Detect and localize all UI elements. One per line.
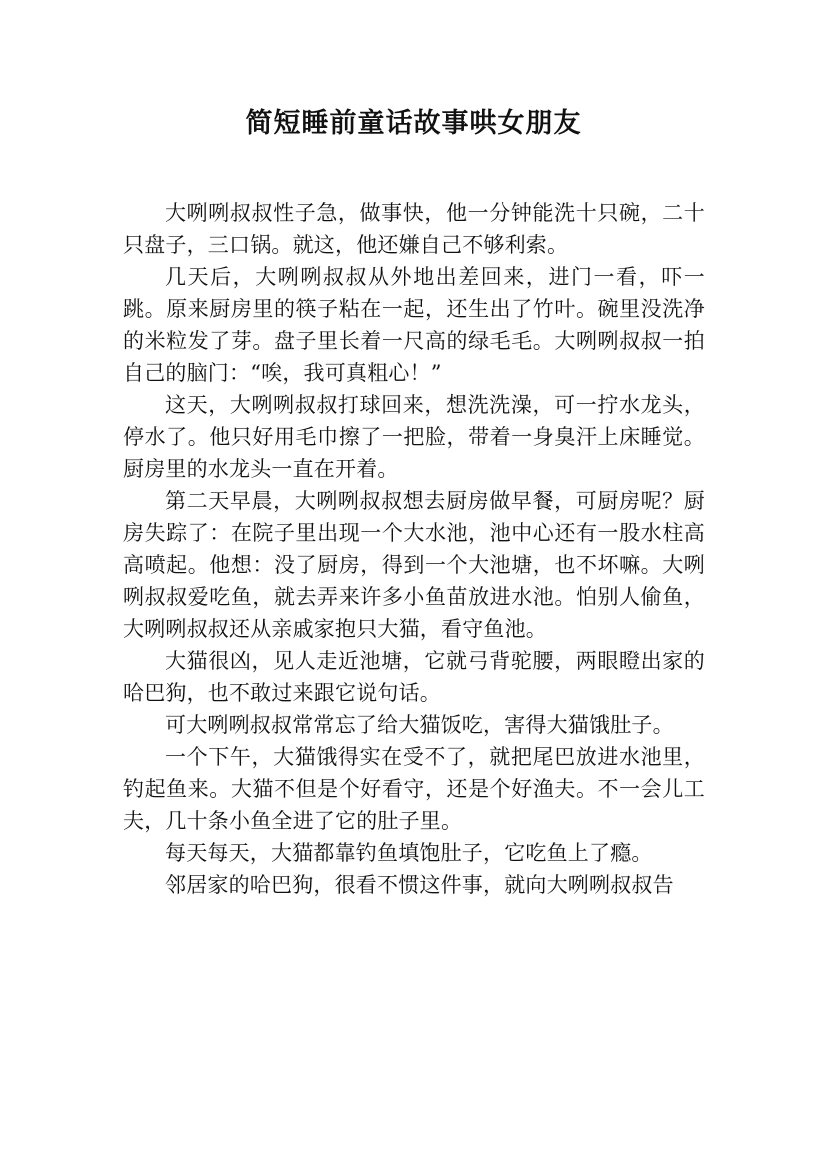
paragraph: 这天，大咧咧叔叔打球回来，想洗洗澡，可一拧水龙头，停水了。他只好用毛巾擦了一把脸，带着一身臭汗上床睡觉。厨房里的水龙头一直在开着。 [123, 393, 705, 481]
paragraph: 几天后，大咧咧叔叔从外地出差回来，进门一看，吓一跳。原来厨房里的筷子粘在一起，还生出了竹叶。碗里没洗净的米粒发了芽。盘子里长着一尺高的绿毛毛。大咧咧叔叔一拍自己的脑门：“唉，我可真粗心！” [123, 265, 705, 385]
paragraph: 第二天早晨，大咧咧叔叔想去厨房做早餐，可厨房呢？厨房失踪了：在院子里出现一个大水池，池中心还有一股水柱高高喷起。他想：没了厨房，得到一个大池塘，也不坏嘛。大咧咧叔叔爱吃鱼，就去弄来许多小鱼苗放进水池。怕别人偷鱼，大咧咧叔叔还从亲戚家抱只大猫，看守鱼池。 [123, 489, 705, 641]
paragraph: 大咧咧叔叔性子急，做事快，他一分钟能洗十只碗，二十只盘子，三口锅。就这，他还嫌自己不够利索。 [123, 201, 705, 257]
paragraph: 每天每天，大猫都靠钓鱼填饱肚子，它吃鱼上了瘾。 [165, 841, 653, 865]
paragraph: 大猫很凶，见人走近池塘，它就弓背驼腰，两眼瞪出家的哈巴狗，也不敢过来跟它说句话。 [123, 649, 705, 705]
document-title: 简短睡前童话故事哄女朋友 [245, 108, 582, 139]
paragraph: 邻居家的哈巴狗，很看不惯这件事，就向大咧咧叔叔告 [165, 873, 674, 897]
paragraph: 可大咧咧叔叔常常忘了给大猫饭吃，害得大猫饿肚子。 [165, 713, 674, 737]
paragraph: 一个下午，大猫饿得实在受不了，就把尾巴放进水池里，钓起鱼来。大猫不但是个好看守，还是个好渔夫。不一会儿工夫，几十条小鱼全进了它的肚子里。 [123, 745, 705, 833]
document-body [123, 197, 705, 901]
